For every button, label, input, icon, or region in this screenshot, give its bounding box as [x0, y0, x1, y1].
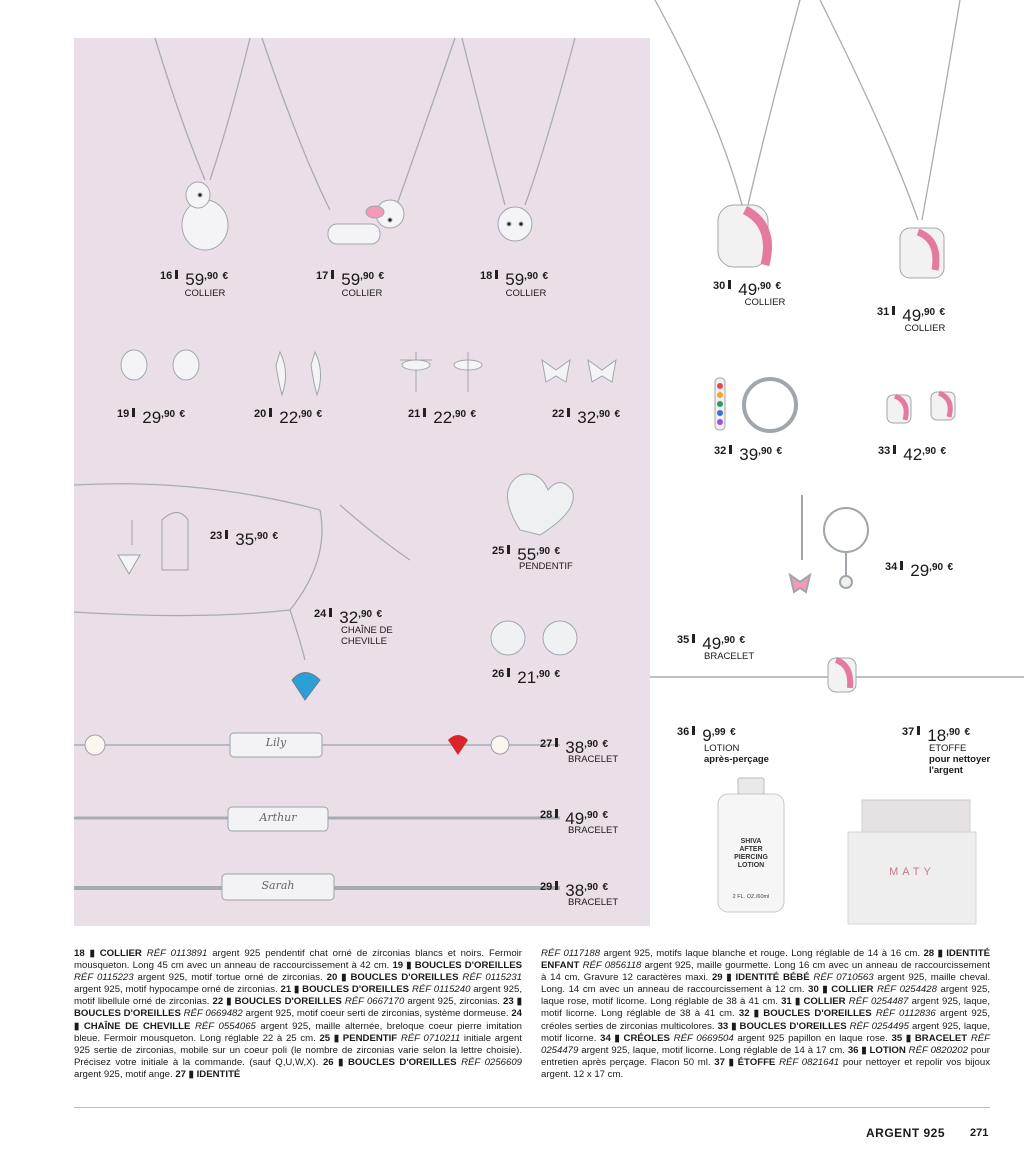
- left-desc-head-2: 20 ▮ BOUCLES D'OREILLES: [326, 972, 463, 984]
- description-column-left: [74, 948, 522, 1081]
- left-desc-head-4: 22 ▮ BOUCLES D'OREILLES: [212, 996, 345, 1008]
- heart-earrings: [118, 513, 188, 575]
- right-desc-ref-0: RÉF 0117188: [541, 948, 601, 959]
- left-desc-ref-0: RÉF 0113891: [146, 948, 208, 959]
- lotion-line-1: AFTER: [739, 846, 763, 853]
- right-desc-ref-5: RÉF 0112836: [875, 1008, 936, 1020]
- right-desc-head-2: 29 ▮ IDENTITÉ BÉBÉ: [711, 972, 814, 984]
- right-desc-head-6: 33 ▮ BOUCLES D'OREILLES: [717, 1020, 850, 1032]
- label-37: ETOFFE pour nettoyer l'argent: [929, 743, 991, 776]
- dog-pendant: [328, 200, 404, 244]
- price-36: $^{36}$ $9^{,99}$ €: [677, 726, 736, 745]
- price-31: $^{31}$ $49^{,90}$ €: [877, 306, 946, 325]
- left-desc-ref-5: RÉF 0669482: [183, 1008, 243, 1020]
- angel-earrings: [491, 621, 577, 655]
- label-16: COLLIER: [184, 288, 226, 299]
- label-35: BRACELET: [704, 651, 755, 662]
- heart-pendant: [508, 474, 574, 535]
- price-35: $^{35}$ $49^{,90}$ €: [677, 634, 746, 653]
- right-desc-ref-8: RÉF 0254479: [541, 1032, 990, 1056]
- right-desc-ref-4: RÉF 0254487: [848, 996, 909, 1008]
- right-desc-ref-10: RÉF 0821641: [779, 1056, 840, 1068]
- unicorn-pendant: [718, 205, 768, 267]
- unicorn-pendant-2: [900, 228, 944, 278]
- price-25: $^{25}$ $55^{,90}$ €: [492, 545, 561, 564]
- left-desc-ref-8: RÉF 0256609: [461, 1056, 522, 1068]
- label-28: BRACELET: [568, 825, 619, 836]
- turtle-earrings: [121, 350, 199, 380]
- left-desc-head-6: 24 ▮ CHAÎNE DE CHEVILLE: [74, 1008, 522, 1032]
- cloth-brand: MATY: [889, 866, 935, 878]
- left-desc-ref-6: RÉF 0554065: [194, 1020, 256, 1032]
- price-20: $^{20}$ $22^{,90}$ €: [254, 408, 323, 427]
- price-34: $^{34}$ $29^{,90}$ €: [885, 561, 954, 580]
- dragonfly-earrings: [400, 352, 482, 392]
- necklace-16-chain: [155, 38, 205, 180]
- price-22: $^{22}$ $32^{,90}$ €: [552, 408, 621, 427]
- left-desc-ref-4: RÉF 0667170: [344, 996, 405, 1008]
- left-desc-ref-2: RÉF 0115231: [462, 972, 522, 984]
- lotion-brand: SHIVA: [740, 838, 762, 845]
- right-desc-text-2: argent 925, maille cheval. Long. 14 cm avec un anneau de raccourcissement à 12 cm.: [541, 972, 991, 996]
- right-desc-head-5: 32 ▮ BOUCLES D'OREILLES: [738, 1008, 876, 1020]
- price-26: $^{26}$ $21^{,90}$ €: [492, 668, 561, 687]
- price-24: $^{24}$ $32^{,90}$ €: [314, 608, 383, 627]
- price-19: $^{19}$ $29^{,90}$ €: [117, 408, 186, 427]
- right-desc-ref-9: RÉF 0820202: [908, 1044, 968, 1056]
- left-desc-head-1: 19 ▮ BOUCLES D'OREILLES: [392, 960, 522, 972]
- footer-divider: [74, 1107, 990, 1108]
- label-30: COLLIER: [744, 297, 786, 308]
- right-desc-head-9: 36 ▮ LOTION: [847, 1044, 909, 1056]
- left-desc-text-3: argent 925, motif libellule orné de zirconias.: [74, 984, 522, 1008]
- right-desc-head-10: 37 ▮ ÉTOFFE: [714, 1056, 780, 1068]
- right-desc-ref-2: RÉF 0710563: [813, 972, 874, 984]
- butterfly-hoop-earrings: [790, 495, 868, 592]
- right-desc-ref-3: RÉF 0254428: [876, 984, 937, 996]
- left-desc-text-0: argent 925 pendentif chat orné de zirconias blancs et noirs. Fermoir mousqueton. Long 45 cm avec un anneau de raccourcissement à 42 cm.: [74, 948, 522, 972]
- left-desc-text-6: argent 925, maille alternée, breloque coeur pierre imitation bleue. Fermoir mousqueton. Long réglable 22 à 25 cm.: [74, 1020, 522, 1044]
- left-desc-head-9: 27 ▮ IDENTITÉ: [175, 1068, 241, 1080]
- right-desc-text-9: pour entretien après perçage. Flacon 50 ml.: [541, 1044, 991, 1068]
- price-32: $^{32}$ $39^{,90}$ €: [714, 445, 783, 464]
- right-desc-text-6: argent 925, laque, motif licorne.: [541, 1020, 991, 1044]
- pig-pendant: [498, 207, 532, 241]
- price-23: $^{23}$ $35^{,90}$ €: [210, 530, 279, 549]
- left-desc-ref-1: RÉF 0115223: [74, 972, 134, 984]
- seahorse-earrings: [276, 352, 321, 395]
- butterfly-earrings: [542, 360, 616, 382]
- left-desc-head-5: 23 ▮ BOUCLES D'OREILLES: [74, 996, 523, 1020]
- price-37: $^{37}$ $18^{,90}$ €: [902, 726, 971, 745]
- price-28: $^{28}$ $49^{,90}$ €: [540, 809, 609, 828]
- right-desc-text-1: argent 925, maille gourmette. Long 16 cm avec un anneau de raccourcissement à 14 cm. Gravure 12 caractères maxi.: [541, 960, 990, 984]
- lotion-line-2: PIERCING: [734, 854, 768, 861]
- right-desc-text-5: argent 925, créoles serties de zirconias multicolores.: [541, 1008, 990, 1032]
- price-33: $^{33}$ $42^{,90}$ €: [878, 445, 947, 464]
- right-desc-head-8: 35 ▮ BRACELET: [891, 1032, 971, 1044]
- left-desc-ref-7: RÉF 0710211: [400, 1032, 461, 1044]
- price-18: $^{18}$ $59^{,90}$ €: [480, 270, 549, 289]
- price-27: $^{27}$ $38^{,90}$ €: [540, 738, 609, 757]
- lotion-line-3: LOTION: [737, 862, 765, 869]
- price-29: $^{29}$ $38^{,90}$ €: [540, 881, 609, 900]
- right-desc-ref-7: RÉF 0669504: [673, 1032, 734, 1044]
- label-18: COLLIER: [505, 288, 547, 299]
- page-number: 271: [970, 1127, 989, 1139]
- left-desc-text-7: initiale argent 925 sertie de zirconias, mobile sur un coeur poli (le nombre de zirconias varie selon la lettre choisie). Précisez votre initiale à la commande. (sauf Q,U,W,X).: [74, 1032, 522, 1068]
- engraving-lily: Lily: [265, 736, 287, 749]
- left-desc-text-8: argent 925, motif ange.: [74, 1068, 176, 1080]
- left-desc-ref-3: RÉF 0115240: [411, 984, 471, 996]
- right-desc-text-0: argent 925, motifs laque blanche et rouge. Long réglable de 14 à 16 cm.: [600, 948, 924, 959]
- right-desc-text-3: argent 925, laque rose, motif licorne. Long réglable de 38 à 41 cm.: [541, 984, 990, 1008]
- footer-section-title: ARGENT 925: [866, 1126, 946, 1140]
- right-desc-head-1: 28 ▮ IDENTITÉ ENFANT: [541, 948, 990, 972]
- engraving-arthur: Arthur: [259, 811, 297, 824]
- engraving-sarah: Sarah: [261, 879, 295, 892]
- unicorn-bracelet-charm: [828, 658, 856, 692]
- price-17: $^{17}$ $59^{,90}$ €: [316, 270, 385, 289]
- cat-pendant: [182, 182, 228, 250]
- label-36: LOTION après-perçage: [704, 743, 769, 765]
- label-31: COLLIER: [904, 323, 946, 334]
- right-desc-head-4: 31 ▮ COLLIER: [781, 996, 849, 1008]
- label-29: BRACELET: [568, 897, 619, 908]
- right-desc-head-7: 34 ▮ CRÉOLES: [600, 1032, 674, 1044]
- label-25: PENDENTIF: [519, 561, 573, 572]
- right-desc-text-10: pour nettoyer et repolir vos bijoux argent. 12 x 17 cm.: [541, 1056, 991, 1080]
- right-desc-head-3: 30 ▮ COLLIER: [808, 984, 877, 996]
- right-desc-ref-1: RÉF 0856118: [582, 960, 642, 972]
- left-desc-text-5: argent 925, motif coeur serti de zirconias, système dormeuse.: [242, 1008, 512, 1020]
- label-27: BRACELET: [568, 754, 619, 765]
- cleaning-cloth: [848, 800, 976, 924]
- lotion-label: [720, 838, 782, 870]
- lotion-volume: 2 FL. OZ./60ml: [732, 894, 770, 900]
- right-desc-text-4: argent 925, laque, motif licorne. Long réglable de 38 à 41 cm.: [541, 996, 990, 1020]
- label-17: COLLIER: [341, 288, 383, 299]
- left-desc-text-1: argent 925, motif tortue orné de zirconias.: [133, 972, 327, 984]
- crystal-hoop-earrings: [715, 378, 796, 431]
- right-desc-text-7: argent 925 papillon en laque rose.: [733, 1032, 892, 1044]
- right-desc-text-8: argent 925, laque, motif licorne. Long réglable de 14 à 17 cm.: [578, 1044, 848, 1056]
- price-16: $^{16}$ $59^{,90}$ €: [160, 270, 229, 289]
- description-column-right: [541, 948, 990, 1081]
- left-desc-text-4: argent 925, zirconias.: [404, 996, 503, 1008]
- price-30: $^{30}$ $49^{,90}$ €: [713, 280, 782, 299]
- left-desc-head-0: 18 ▮ COLLIER: [74, 948, 147, 959]
- blue-heart-charm: [292, 673, 320, 701]
- label-24: CHAÎNE DE CHEVILLE: [341, 625, 393, 647]
- right-desc-ref-6: RÉF 0254495: [849, 1020, 909, 1032]
- left-desc-head-8: 26 ▮ BOUCLES D'OREILLES: [322, 1056, 462, 1068]
- unicorn-stud-earrings: [887, 392, 955, 423]
- left-desc-text-2: argent 925, motif hypocampe orné de zirconias.: [74, 984, 281, 996]
- price-21: $^{21}$ $22^{,90}$ €: [408, 408, 477, 427]
- left-desc-head-7: 25 ▮ PENDENTIF: [319, 1032, 401, 1044]
- left-desc-head-3: 21 ▮ BOUCLES D'OREILLES: [280, 984, 412, 996]
